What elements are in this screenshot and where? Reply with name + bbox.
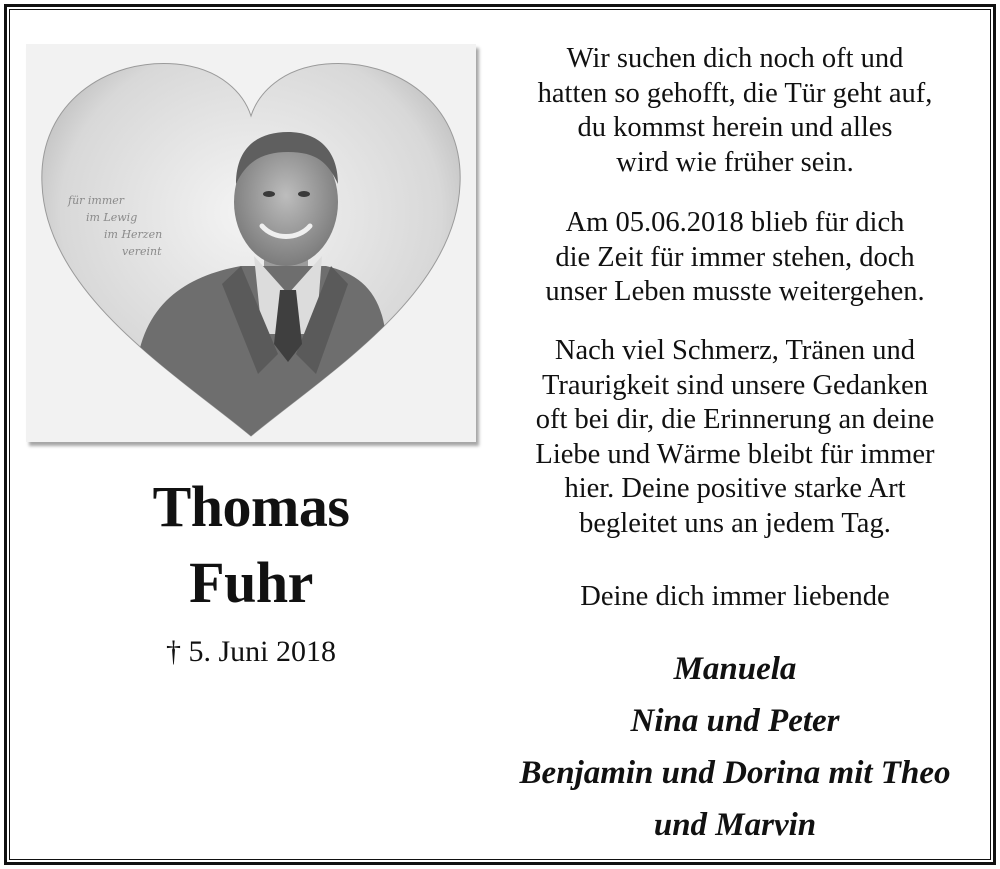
verse-line: oft bei dir, die Erinnerung an deine	[535, 404, 935, 435]
memorial-photo	[26, 44, 476, 442]
verse-line: Nach viel Schmerz, Tränen und	[554, 335, 916, 366]
verse-stanza-3	[490, 334, 980, 541]
verse-stanza-1	[490, 42, 980, 180]
family-member: Manuela	[673, 651, 797, 687]
inscription-line: für immer	[68, 194, 125, 207]
family-signatures	[490, 643, 980, 851]
family-member: Benjamin und Dorina mit Theo	[519, 755, 951, 791]
deceased-last-name: Fuhr	[189, 550, 313, 615]
deceased-first-name: Thomas	[152, 474, 350, 539]
death-date: † 5. Juni 2018	[165, 635, 336, 668]
family-member: Nina und Peter	[630, 703, 840, 739]
verse-line: Liebe und Wärme bleibt für immer	[535, 438, 935, 470]
verse-line: hatten so gehofft, die Tür geht auf,	[537, 77, 933, 109]
verse-stanza-2	[490, 206, 980, 310]
verse-line: Am 05.06.2018 blieb für dich	[565, 207, 905, 238]
verse-line: Wir suchen dich noch oft und	[566, 43, 904, 74]
family-member: und Marvin	[653, 807, 817, 843]
verse-line: hier. Deine positive starke Art	[564, 473, 906, 504]
inscription-line: im Lewig	[86, 211, 138, 224]
verse-line: die Zeit für immer stehen, doch	[555, 241, 915, 273]
verse-line: wird wie früher sein.	[616, 146, 854, 178]
verse-line: Traurigkeit sind unsere Gedanken	[542, 369, 928, 401]
closing-line	[490, 580, 980, 615]
heart-inscription	[68, 192, 162, 260]
verse-line: unser Leben musste weitergehen.	[545, 276, 925, 307]
verse-line: Deine dich immer liebende	[580, 581, 890, 612]
inscription-line: vereint	[122, 245, 162, 258]
verse-line: du kommst herein und alles	[577, 112, 893, 143]
inscription-line: im Herzen	[104, 228, 163, 241]
verse-line: begleitet uns an jedem Tag.	[579, 507, 891, 539]
